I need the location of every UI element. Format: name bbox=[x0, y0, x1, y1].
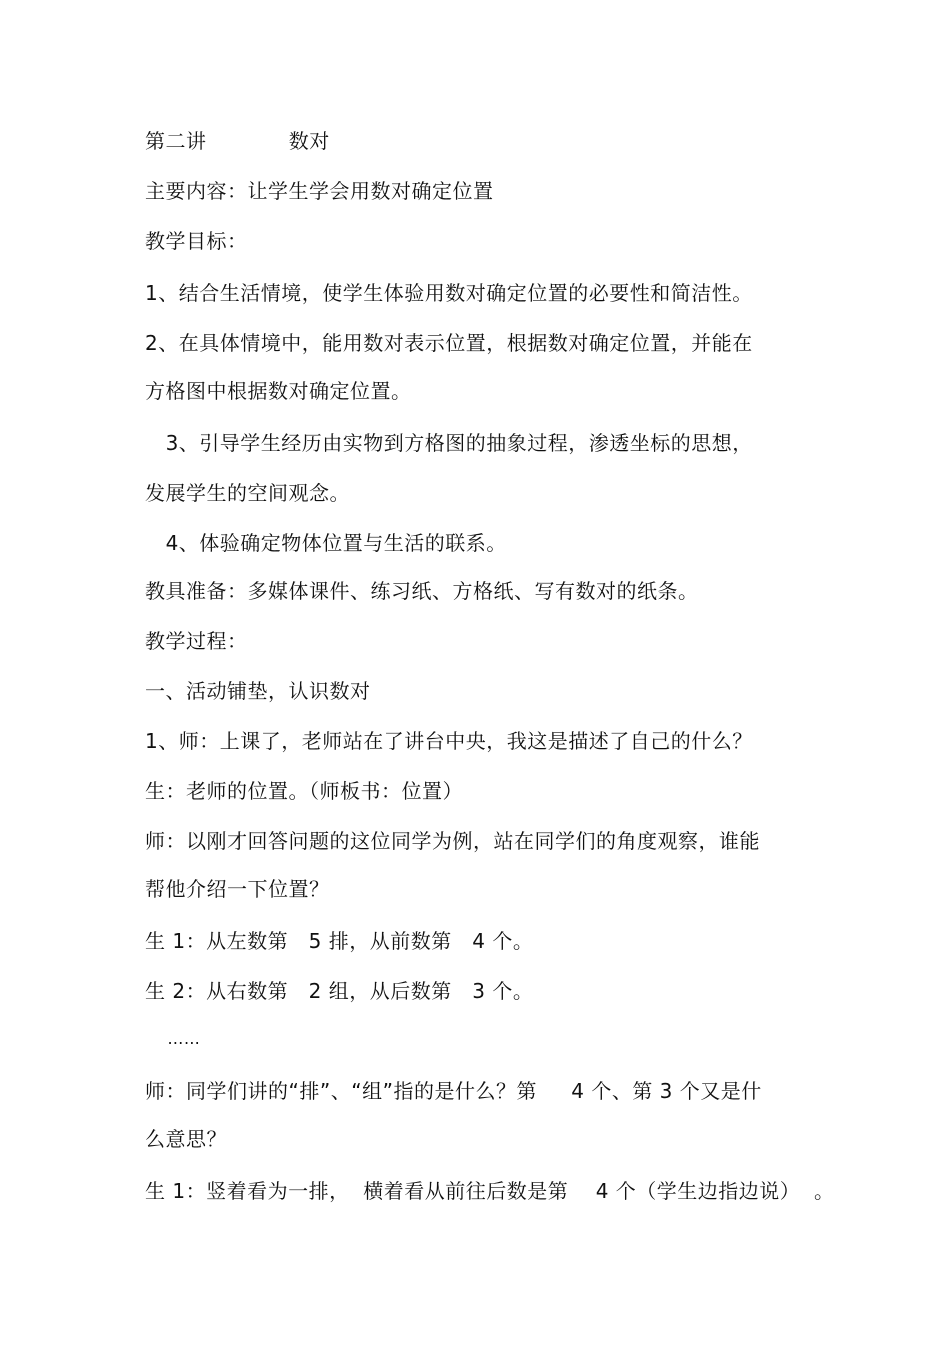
goal-2-continued: 方格图中根据数对确定位置。 bbox=[145, 379, 412, 403]
ellipsis-line: …… bbox=[145, 1029, 201, 1048]
teaching-process-heading: 教学过程： bbox=[145, 629, 248, 653]
goal-1: 1、结合生活情境，使学生体验用数对确定位置的必要性和简洁性。 bbox=[145, 281, 753, 305]
dialogue-line: 1、师：上课了，老师站在了讲台中央，我这是描述了自己的什么？ bbox=[145, 729, 753, 753]
teaching-goals-heading: 教学目标： bbox=[145, 229, 248, 253]
dialogue-line-continued: 么意思？ bbox=[145, 1127, 227, 1151]
main-content-line: 主要内容：让学生学会用数对确定位置 bbox=[145, 179, 494, 203]
dialogue-line: 师：同学们讲的“排”、“组”指的是什么？第 4 个、第 3 个又是什 bbox=[145, 1079, 762, 1103]
dialogue-line: 生 1：从左数第 5 排，从前数第 4 个。 bbox=[145, 929, 534, 953]
goal-4: 4、体验确定物体位置与生活的联系。 bbox=[145, 531, 507, 555]
goal-3-continued: 发展学生的空间观念。 bbox=[145, 481, 350, 505]
dialogue-line-continued: 帮他介绍一下位置？ bbox=[145, 877, 330, 901]
dialogue-line: 生 1：竖着看为一排， 横着看从前往后数是第 4 个（学生边指边说） 。 bbox=[145, 1179, 835, 1203]
teaching-aids-line: 教具准备：多媒体课件、练习纸、方格纸、写有数对的纸条。 bbox=[145, 579, 699, 603]
dialogue-line: 生：老师的位置。（师板书：位置） bbox=[145, 779, 463, 803]
dialogue-line: 师：以刚才回答问题的这位同学为例，站在同学们的角度观察，谁能 bbox=[145, 829, 760, 853]
dialogue-line: 生 2：从右数第 2 组，从后数第 3 个。 bbox=[145, 979, 534, 1003]
goal-2: 2、在具体情境中，能用数对表示位置，根据数对确定位置，并能在 bbox=[145, 331, 753, 355]
lecture-title: 第二讲 数对 bbox=[145, 129, 330, 153]
section-1-heading: 一、活动铺垫，认识数对 bbox=[145, 679, 371, 703]
goal-3: 3、引导学生经历由实物到方格图的抽象过程，渗透坐标的思想， bbox=[145, 431, 753, 455]
